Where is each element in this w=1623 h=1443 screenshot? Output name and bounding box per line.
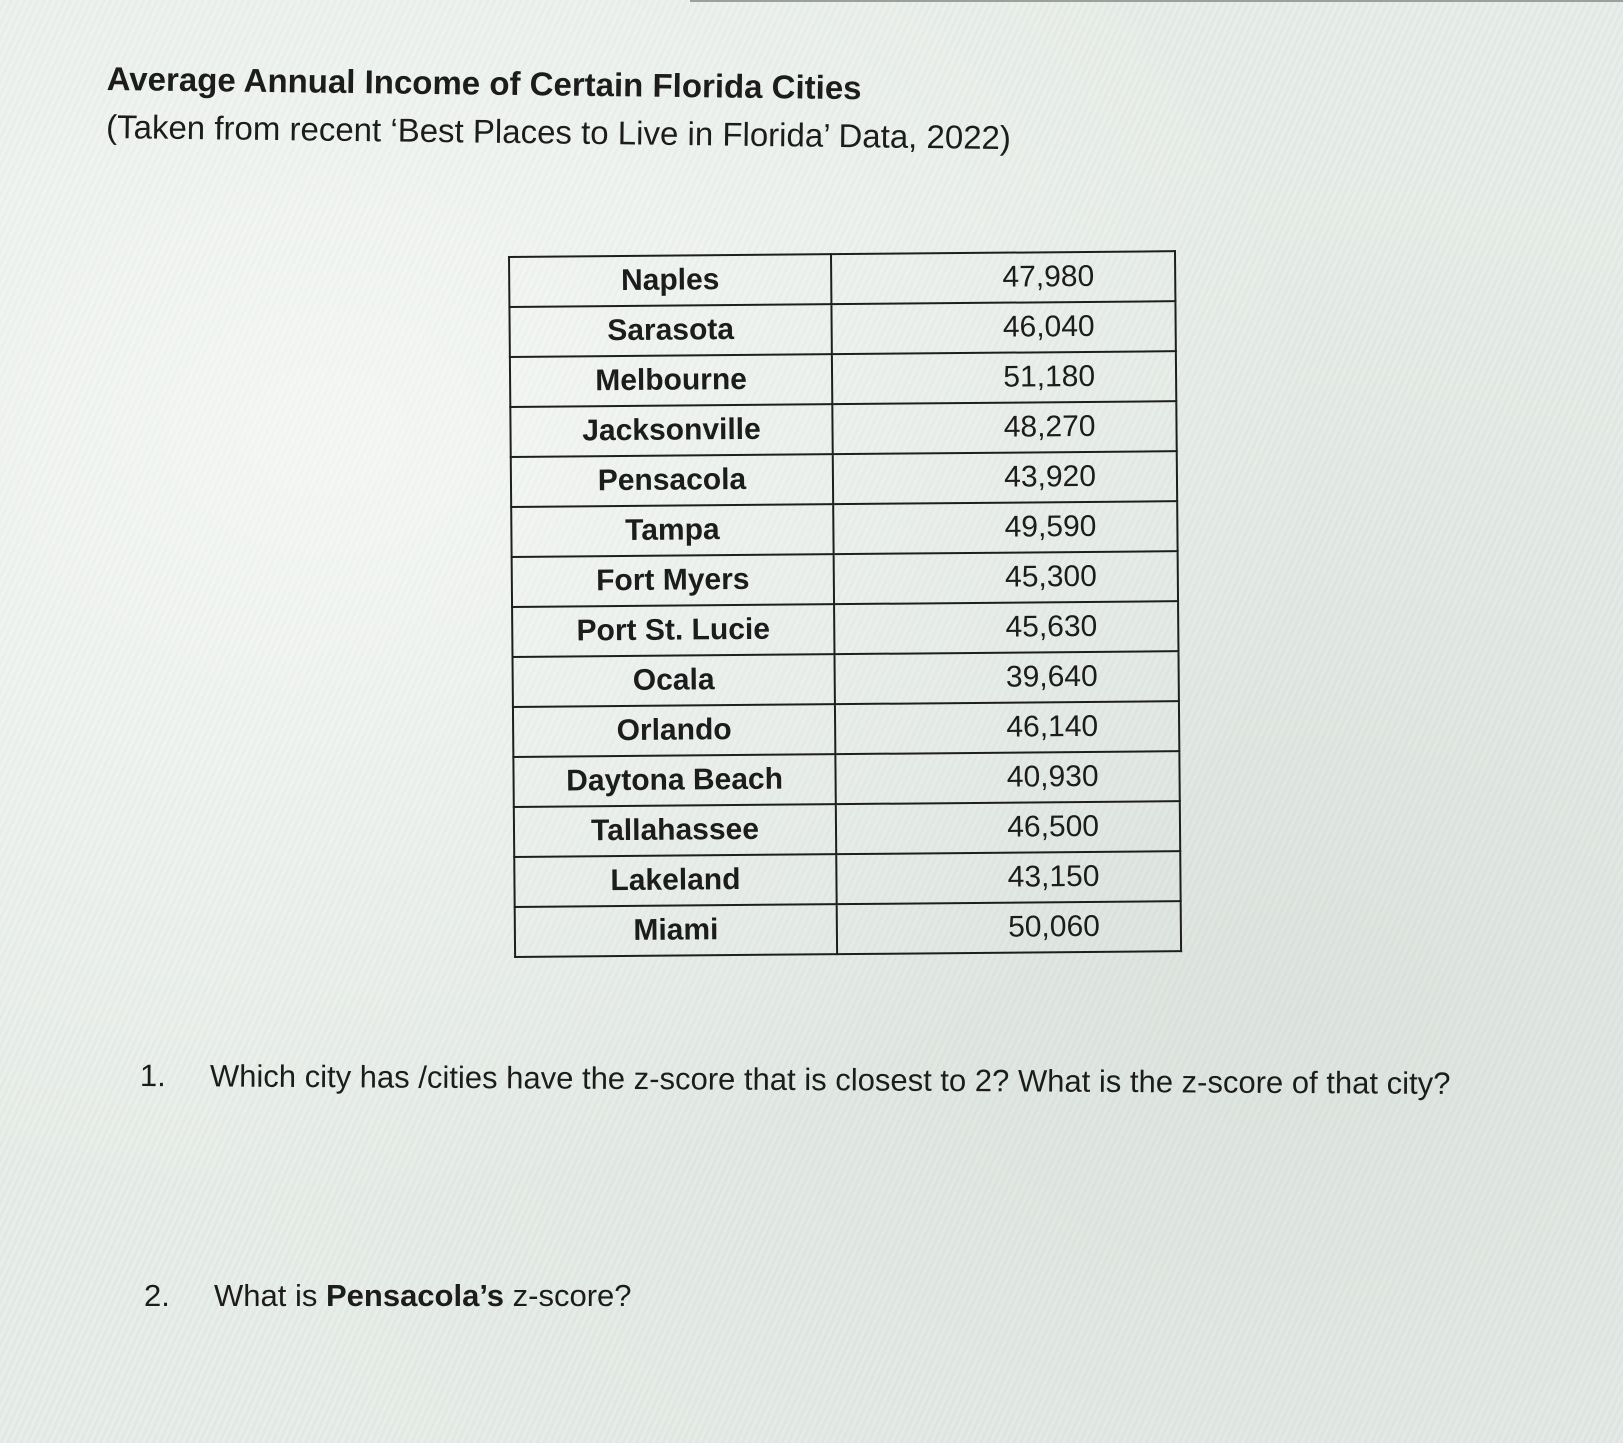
question-2-city-name: Pensacola’s bbox=[325, 1278, 505, 1313]
income-cell: 45,630 bbox=[834, 601, 1178, 654]
question-2-text-after: z-score? bbox=[504, 1278, 632, 1313]
city-cell: Fort Myers bbox=[512, 554, 834, 607]
income-cell: 50,060 bbox=[837, 901, 1181, 954]
income-cell: 47,980 bbox=[831, 251, 1175, 304]
city-cell: Jacksonville bbox=[510, 404, 832, 457]
table-row bbox=[510, 401, 1176, 457]
table-row bbox=[513, 751, 1179, 807]
document-subtitle: (Taken from recent ‘Best Places to Live in Florida’ Data, 2022) bbox=[105, 107, 1012, 157]
table-row bbox=[512, 551, 1178, 607]
table-row bbox=[510, 351, 1176, 407]
document-title: Average Annual Income of Certain Florida Cities bbox=[106, 59, 862, 107]
city-cell: Tampa bbox=[511, 504, 833, 557]
table-row bbox=[513, 701, 1179, 757]
table-row bbox=[515, 901, 1181, 957]
city-cell: Miami bbox=[515, 904, 837, 957]
income-cell: 46,500 bbox=[836, 801, 1180, 854]
table-row bbox=[511, 451, 1177, 507]
table-row bbox=[511, 501, 1177, 557]
question-2-text-before: What is bbox=[214, 1278, 326, 1313]
question-1-text: Which city has /cities have the z-score that is closest to 2? What is the z-score of that city? bbox=[209, 1058, 1451, 1102]
city-cell: Pensacola bbox=[511, 454, 833, 507]
city-cell: Port St. Lucie bbox=[512, 604, 834, 657]
table-row bbox=[514, 801, 1180, 857]
income-cell: 49,590 bbox=[833, 501, 1177, 554]
document-heading bbox=[106, 55, 1012, 162]
income-cell: 46,140 bbox=[835, 701, 1179, 754]
table-row bbox=[514, 851, 1180, 907]
income-cell: 48,270 bbox=[832, 401, 1176, 454]
income-cell: 43,150 bbox=[836, 851, 1180, 904]
city-cell: Ocala bbox=[512, 654, 834, 707]
income-cell: 40,930 bbox=[835, 751, 1179, 804]
income-cell: 51,180 bbox=[832, 351, 1176, 404]
question-2-number: 2. bbox=[144, 1278, 170, 1313]
city-cell: Lakeland bbox=[514, 854, 836, 907]
question-1 bbox=[140, 1058, 1451, 1102]
question-2 bbox=[144, 1278, 632, 1314]
income-table bbox=[508, 250, 1182, 958]
city-cell: Orlando bbox=[513, 704, 835, 757]
income-cell: 43,920 bbox=[833, 451, 1177, 504]
question-1-number: 1. bbox=[139, 1058, 166, 1094]
income-cell: 46,040 bbox=[831, 301, 1175, 354]
city-cell: Melbourne bbox=[510, 354, 832, 407]
city-cell: Tallahassee bbox=[514, 804, 836, 857]
city-cell: Sarasota bbox=[509, 304, 831, 357]
table-row bbox=[512, 601, 1178, 657]
table-row bbox=[509, 301, 1175, 357]
table-row bbox=[512, 651, 1178, 707]
income-cell: 39,640 bbox=[834, 651, 1178, 704]
income-cell: 45,300 bbox=[834, 551, 1178, 604]
table-row bbox=[509, 251, 1175, 307]
city-cell: Naples bbox=[509, 254, 831, 307]
city-cell: Daytona Beach bbox=[513, 754, 835, 807]
top-border-line bbox=[690, 0, 1623, 2]
